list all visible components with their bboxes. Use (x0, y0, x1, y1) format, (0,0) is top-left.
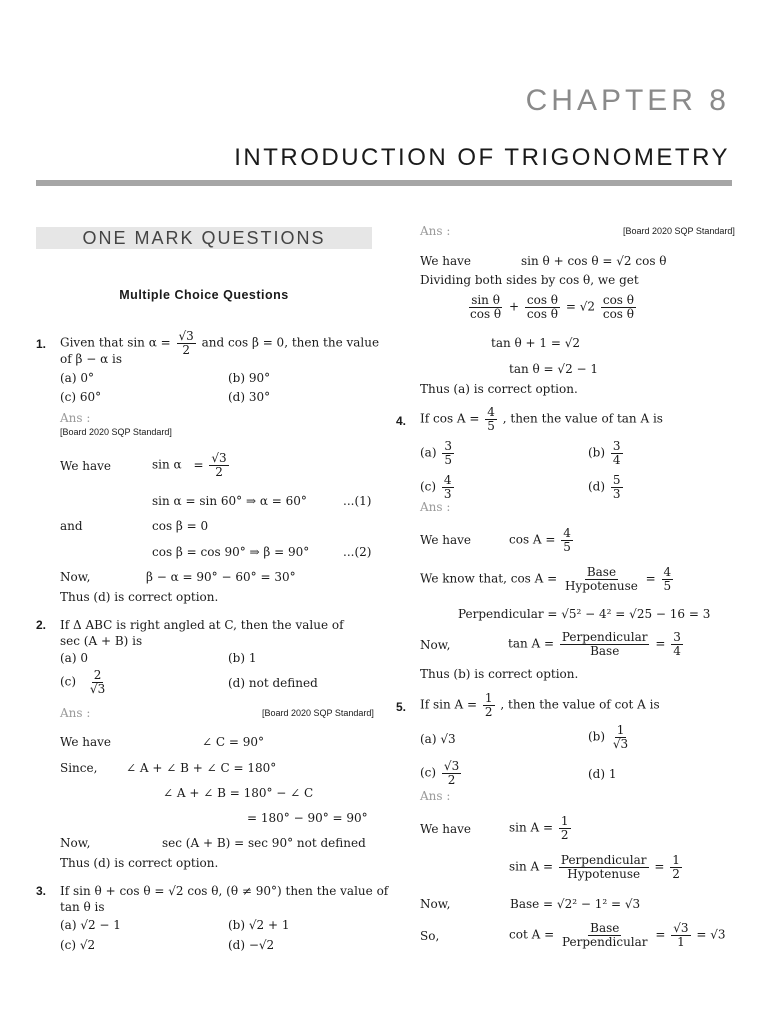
q4-number: 4. (396, 414, 407, 428)
q4-know-lhs: We know that, cos A = (420, 571, 558, 586)
q4-option-c (420, 474, 456, 500)
q5-stem-fraction (483, 692, 495, 718)
q5-option-c (420, 760, 463, 786)
q4-stem-a: If cos A = (420, 411, 480, 426)
q3-plus: + (508, 299, 520, 314)
q4-option-a-label: (a) (420, 445, 437, 460)
q5-cot2-den: 1 (677, 934, 685, 949)
q3-frac1 (468, 294, 503, 320)
q1-now: Now, (60, 570, 91, 584)
q4-option-c-label: (c) (420, 479, 437, 494)
q4-option-c-fraction (442, 474, 454, 500)
q3-number: 3. (36, 884, 47, 898)
q2-option-c-label: (c) (60, 674, 77, 689)
q3-option-b: (b) √2 + 1 (228, 918, 290, 932)
q4-b-den: 4 (612, 452, 621, 467)
q4-now: Now, (420, 638, 451, 652)
q1-step4: cos β = cos 90° ⇒ β = 90° (152, 545, 310, 559)
q4-know2-den: 5 (663, 578, 672, 593)
q5-option-b (588, 724, 632, 750)
q2-c-den: √3 (89, 681, 106, 696)
q4-tan-fraction2 (671, 631, 683, 657)
q3-we-have: We have (420, 254, 472, 268)
q5-cot-den: Perpendicular (561, 934, 648, 949)
q1-step5: β − α = 90° − 60° = 30° (146, 570, 296, 584)
q3-conclusion: Thus (a) is correct option. (420, 382, 578, 396)
q5-step2-den: Hypotenuse (567, 866, 641, 881)
q5-step2-fraction (559, 854, 649, 880)
q4-tan-den: Base (590, 643, 620, 658)
q5-number: 5. (396, 700, 407, 714)
q4-tan-eq: = (655, 636, 666, 651)
q4-option-d-fraction (611, 474, 623, 500)
q4-d-num: 5 (612, 473, 621, 487)
q3-step4: tan θ = √2 − 1 (509, 362, 599, 376)
q5-b-den: √3 (612, 736, 629, 751)
q3-f1-den: cos θ (470, 306, 502, 321)
q3-option-a: (a) √2 − 1 (60, 918, 121, 932)
q3-divide: Dividing both sides by cos θ, we get (420, 273, 639, 287)
q5-step2 (509, 854, 684, 880)
q2-board-tag: [Board 2020 SQP Standard] (262, 708, 374, 718)
q1-and: and (60, 519, 83, 533)
q5-stem-num: 1 (484, 691, 493, 705)
q1-stem-a: Given that sin α = (60, 335, 171, 350)
q5-step1-den: 2 (560, 827, 569, 842)
q1-step1-den: 2 (215, 464, 223, 479)
q1-ans-label: Ans : (60, 411, 91, 425)
q5-b-num: 1 (616, 723, 625, 737)
q3-board-tag: [Board 2020 SQP Standard] (623, 226, 735, 236)
q5-step2b-num: 1 (672, 853, 680, 867)
q3-frac2 (525, 294, 560, 320)
q5-stem (420, 692, 660, 718)
q1-stem-line2: of β − α is (60, 352, 123, 366)
q4-tan (508, 631, 685, 657)
section-title: ONE MARK QUESTIONS (36, 227, 372, 249)
q4-tan-fraction (560, 631, 650, 657)
q5-option-b-fraction (611, 724, 630, 750)
q2-number: 2. (36, 618, 47, 632)
q5-stem-a: If sin A = (420, 697, 478, 712)
q5-option-c-fraction (442, 760, 461, 786)
q4-stem-fraction (485, 406, 497, 432)
q3-step3: tan θ + 1 = √2 (491, 336, 581, 350)
chapter-number: CHAPTER 8 (525, 84, 730, 117)
q4-step1-num: 4 (563, 526, 571, 540)
q4-know-fraction2 (662, 566, 674, 592)
chapter-title: INTRODUCTION OF TRIGONOMETRY (234, 144, 730, 171)
q5-stem-den: 2 (484, 704, 493, 719)
q2-since: Since, (60, 761, 98, 775)
q1-conclusion: Thus (d) is correct option. (60, 590, 219, 604)
q4-b-num: 3 (612, 439, 621, 453)
q4-d-den: 3 (612, 486, 621, 501)
q3-option-d: (d) −√2 (228, 938, 275, 952)
q2-stem-line2: sec (A + B) is (60, 634, 143, 648)
q2-we-have: We have (60, 735, 112, 749)
q4-know-num: Base (586, 565, 617, 579)
q2-option-a: (a) 0 (60, 651, 88, 665)
q5-step2b-den: 2 (672, 866, 680, 881)
q4-ans-label: Ans : (420, 500, 451, 514)
q5-cot-num: Base (590, 921, 620, 935)
q1-option-d: (d) 30° (228, 390, 271, 404)
q5-stem-b: , then the value of cot A is (500, 697, 660, 712)
q5-step1-lhs: sin A = (509, 820, 554, 835)
q1-we-have: We have (60, 459, 112, 473)
q3-step2 (466, 294, 638, 320)
q4-step1-den: 5 (563, 539, 571, 554)
header-rule (36, 180, 732, 186)
q2-step2: ∠ A + ∠ B + ∠ C = 180° (126, 761, 277, 775)
q5-step2-num: Perpendicular (560, 853, 647, 867)
q4-know (420, 566, 675, 592)
q2-step4: = 180° − 90° = 90° (247, 811, 368, 825)
q5-cot-eq: = (655, 927, 666, 942)
q2-now: Now, (60, 836, 91, 850)
q4-option-d (588, 474, 625, 500)
q3-f2-den: cos θ (526, 306, 559, 321)
q4-c-den: 3 (443, 486, 452, 501)
q5-cot-lhs: cot A = (509, 927, 555, 942)
section-subtitle: Multiple Choice Questions (119, 288, 289, 302)
q3-f3-den: cos θ (602, 306, 634, 321)
q3-frac3 (601, 294, 636, 320)
q4-tan2-num: 3 (673, 630, 681, 644)
q3-stem: If sin θ + cos θ = √2 cos θ, (θ ≠ 90°) then the value of (60, 884, 389, 898)
q1-stem-b: and cos β = 0, then the value (201, 335, 380, 350)
q4-step1-fraction (561, 527, 573, 553)
q3-ans-label: Ans : (420, 224, 451, 238)
q1-fraction (177, 330, 196, 356)
q5-so: So, (420, 929, 440, 943)
q4-c-num: 4 (443, 473, 452, 487)
q3-f1-num: sin θ (471, 293, 500, 307)
q2-step5: sec (A + B) = sec 90° not defined (162, 836, 366, 850)
q3-stem-line2: tan θ is (60, 900, 105, 914)
q5-ans-label: Ans : (420, 789, 451, 803)
q2-step3: ∠ A + ∠ B = 180° − ∠ C (163, 786, 314, 800)
q2-option-b: (b) 1 (228, 651, 257, 665)
q3-option-c: (c) √2 (60, 938, 96, 952)
q2-option-c (60, 669, 109, 695)
q4-we-have: We have (420, 533, 472, 547)
q2-ans-label: Ans : (60, 706, 91, 720)
q5-step2-eq: = (654, 859, 665, 874)
q4-stem-num: 4 (487, 405, 495, 419)
q5-option-d: (d) 1 (588, 767, 617, 781)
q1-step3: cos β = 0 (152, 519, 209, 533)
q5-cot-result: = √3 (696, 927, 726, 942)
q5-c-num: √3 (443, 759, 460, 773)
q1-option-b: (b) 90° (228, 371, 271, 385)
q5-step1-num: 1 (560, 814, 569, 828)
q4-option-b-fraction (611, 440, 623, 466)
q4-tan2-den: 4 (673, 643, 681, 658)
q4-know2-num: 4 (663, 565, 672, 579)
q5-step1-fraction (559, 815, 571, 841)
q4-perpendicular: Perpendicular = √5² − 4² = √25 − 16 = 3 (458, 607, 711, 621)
q1-step1-fraction (209, 452, 228, 478)
q5-option-a: (a) √3 (420, 732, 456, 746)
q5-cot-fraction2 (671, 922, 690, 948)
q4-step1 (509, 527, 575, 553)
q1-number: 1. (36, 337, 47, 351)
q4-know-eq: = (645, 571, 656, 586)
q5-cot-fraction (560, 922, 650, 948)
q1-step1-lhs: sin α (152, 457, 182, 472)
q4-option-a (420, 440, 456, 466)
q4-option-b-label: (b) (588, 445, 606, 460)
q3-f2-num: cos θ (526, 293, 559, 307)
q4-a-num: 3 (444, 439, 452, 453)
q1-step2: sin α = sin 60° ⇒ α = 60° (152, 494, 307, 508)
q2-conclusion: Thus (d) is correct option. (60, 856, 219, 870)
q1-frac-den: 2 (182, 342, 190, 357)
q5-step1 (509, 815, 573, 841)
q5-c-den: 2 (447, 772, 456, 787)
q1-frac-num: √3 (178, 329, 194, 343)
q5-we-have: We have (420, 822, 472, 836)
q4-know-den: Hypotenuse (565, 578, 638, 593)
q1-step2-tag: ...(1) (343, 494, 372, 508)
q2-c-num: 2 (93, 668, 102, 682)
q4-option-b (588, 440, 625, 466)
q1-option-c: (c) 60° (60, 390, 102, 404)
q2-option-d: (d) not defined (228, 676, 318, 690)
q1-step1-num: √3 (211, 451, 227, 465)
q4-tan-lhs: tan A = (508, 636, 555, 651)
q4-a-den: 5 (444, 452, 452, 467)
q5-cot (509, 922, 726, 948)
q1-option-a: (a) 0° (60, 371, 94, 385)
q5-step2-fraction2 (670, 854, 682, 880)
q1-board-tag: [Board 2020 SQP Standard] (60, 427, 172, 437)
q1-step1 (152, 452, 231, 478)
q3-step1: sin θ + cos θ = √2 cos θ (521, 254, 667, 268)
q4-know-fraction (563, 566, 640, 592)
q5-cot2-num: √3 (673, 921, 689, 935)
q4-step1-lhs: cos A = (509, 532, 556, 547)
q3-eq-root: = √2 (565, 299, 596, 314)
q5-base: Base = √2² − 1² = √3 (510, 897, 641, 911)
q4-option-d-label: (d) (588, 479, 606, 494)
q5-step2-lhs: sin A = (509, 859, 554, 874)
q2-step1: ∠ C = 90° (202, 735, 265, 749)
q1-step4-tag: ...(2) (343, 545, 372, 559)
q4-option-a-fraction (442, 440, 454, 466)
q3-f3-num: cos θ (602, 293, 634, 307)
q1-step1-eq: = (193, 457, 204, 472)
q4-conclusion: Thus (b) is correct option. (420, 667, 579, 681)
q4-stem (420, 406, 663, 432)
q5-option-c-label: (c) (420, 765, 437, 780)
q5-option-b-label: (b) (588, 729, 606, 744)
q4-tan-num: Perpendicular (561, 630, 648, 644)
q5-now: Now, (420, 897, 451, 911)
q2-option-c-fraction (88, 669, 107, 695)
q4-stem-b: , then the value of tan A is (502, 411, 663, 426)
q2-stem: If Δ ABC is right angled at C, then the value of (60, 618, 344, 632)
q4-stem-den: 5 (487, 418, 495, 433)
